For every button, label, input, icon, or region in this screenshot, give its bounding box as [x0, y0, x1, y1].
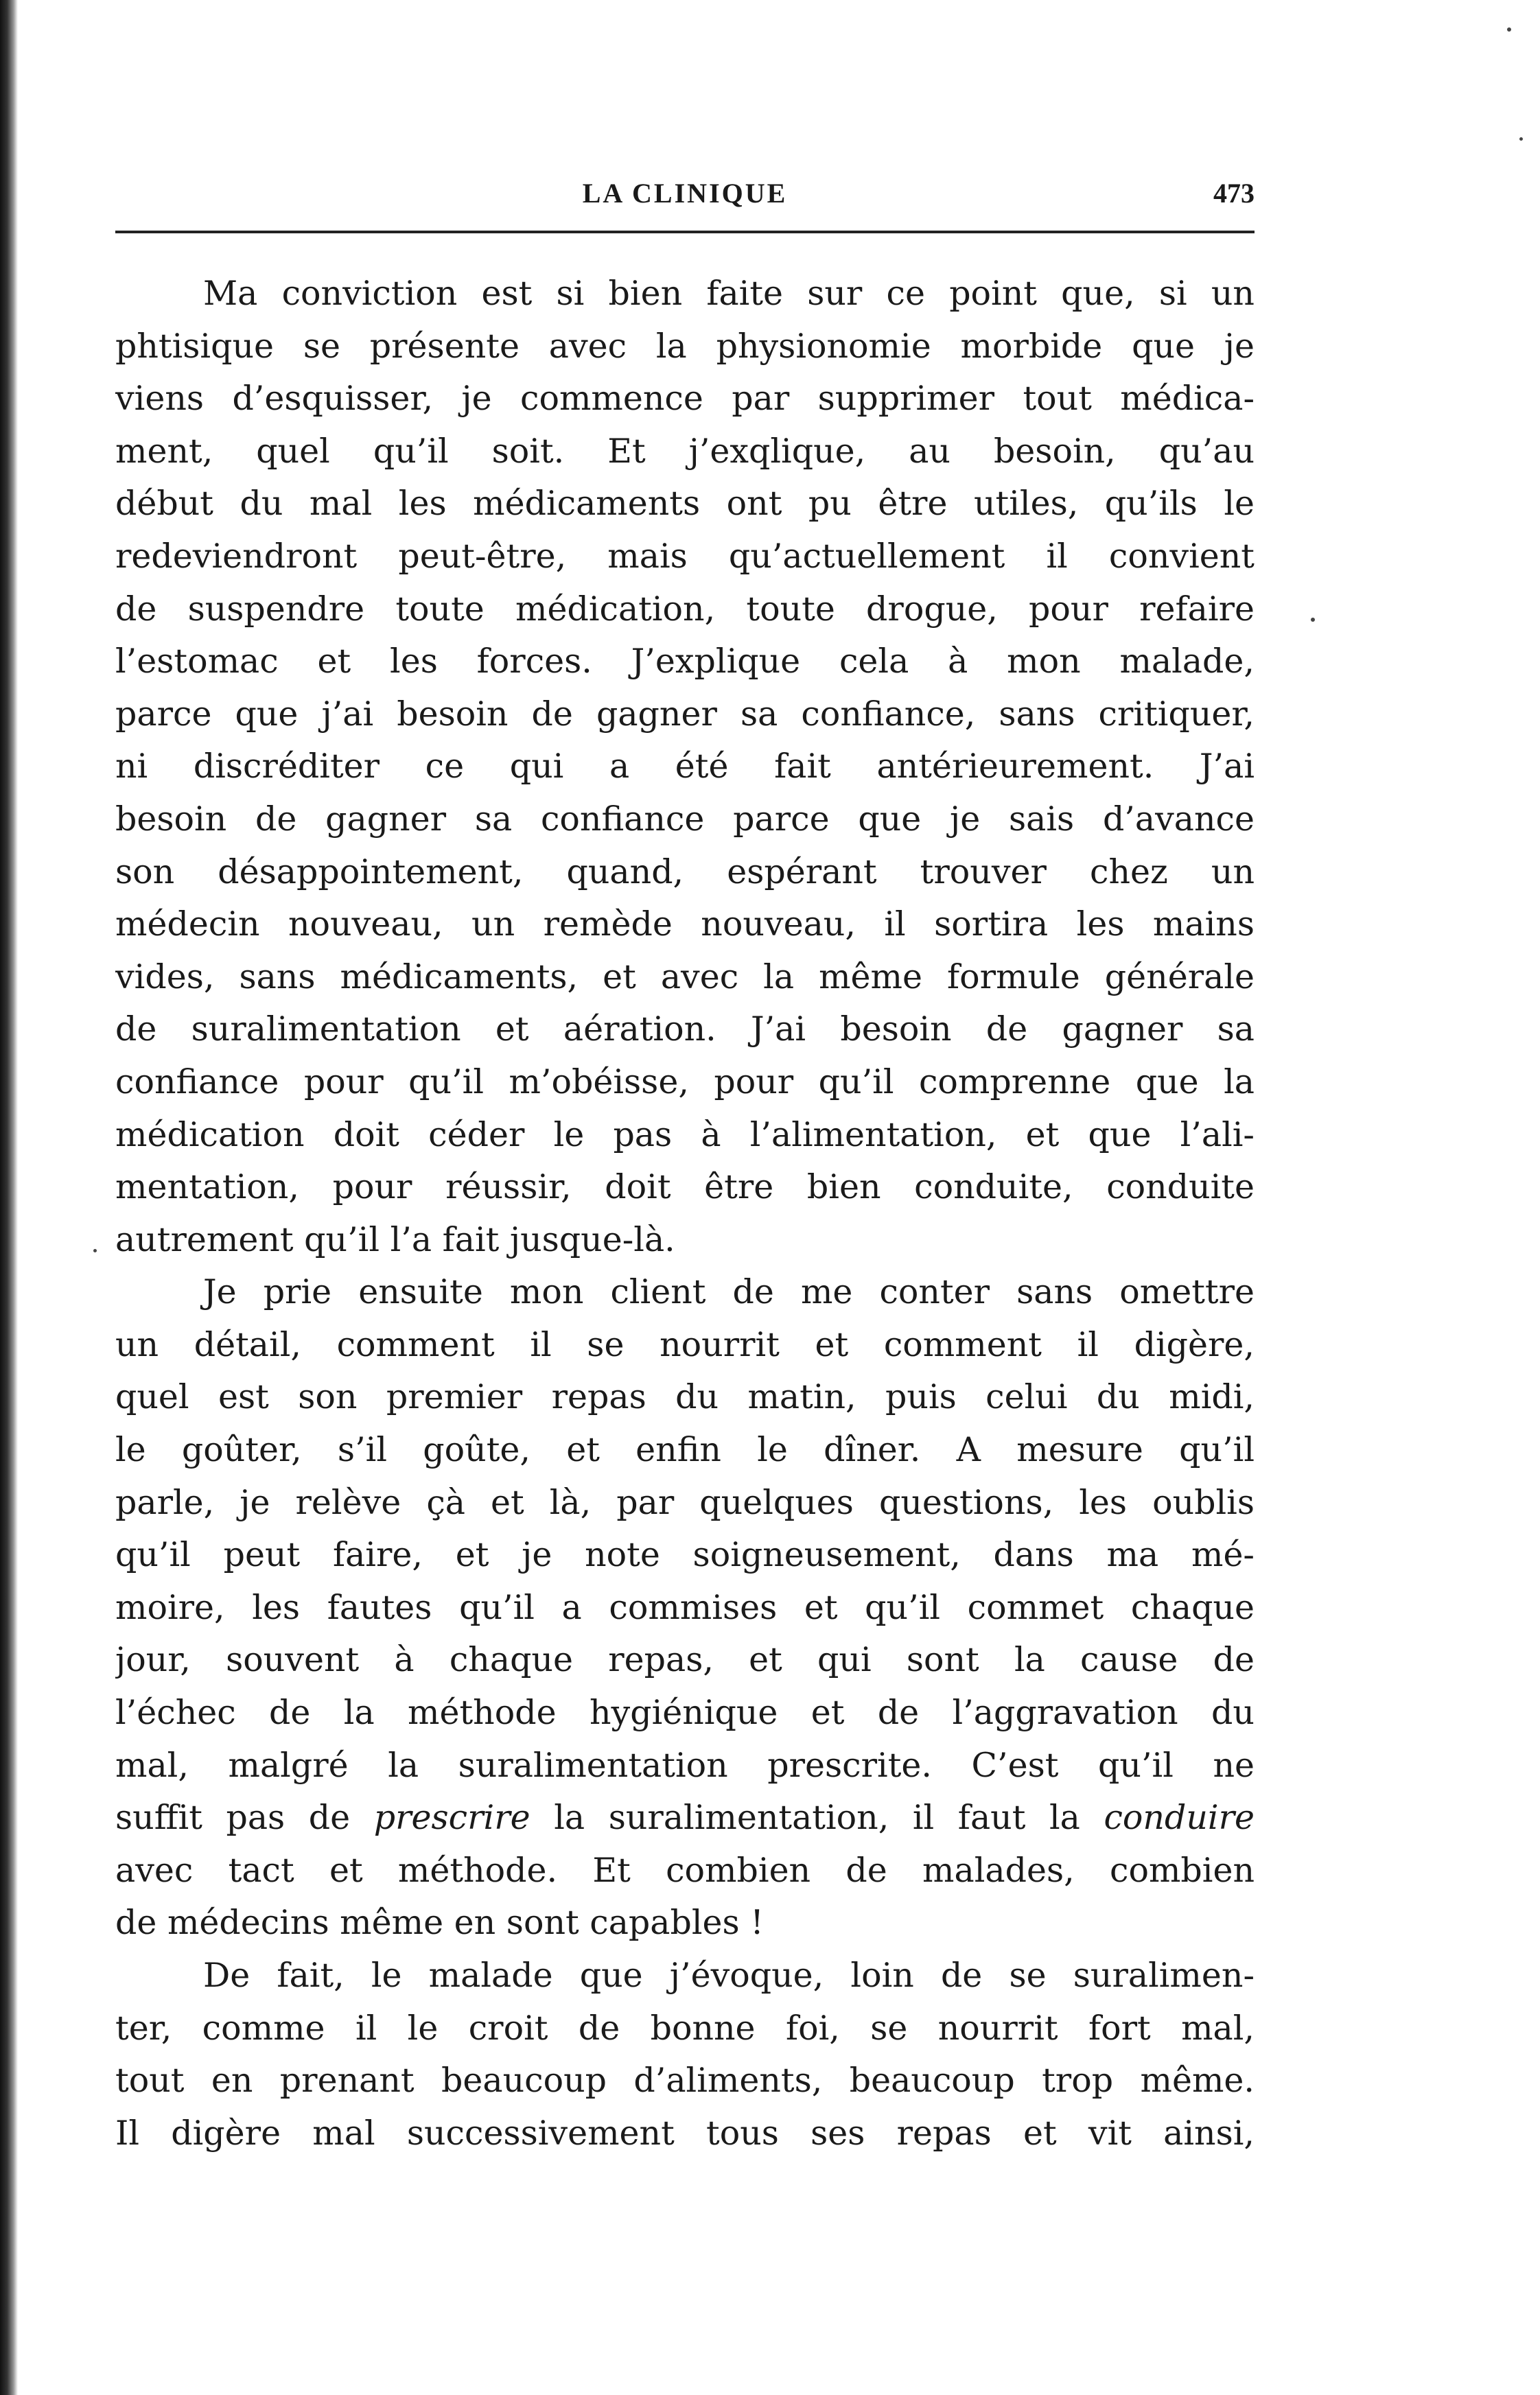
scan-speck	[1311, 618, 1315, 622]
text-line: vides, sans médicaments, et avec la même formule générale	[115, 957, 1255, 996]
text-line: l’échec de la méthode hygiénique et de l’aggravation du	[115, 1693, 1255, 1733]
running-title: LA CLINIQUE	[582, 178, 788, 209]
text-line: redeviendront peut-être, mais qu’actuellement il convient	[115, 536, 1255, 576]
text-line: phtisique se présente avec la physionomie morbide que je	[115, 326, 1255, 366]
italic-word-conduire: conduire	[1104, 1798, 1255, 1838]
scan-speck	[1519, 137, 1523, 141]
text-line: parce que j’ai besoin de gagner sa confiance, sans critiquer,	[115, 694, 1255, 734]
text-line: de médecins même en sont capables !	[115, 1903, 764, 1943]
text-fragment: la suralimentation, il faut la	[530, 1798, 1104, 1838]
page-number: 473	[1213, 178, 1255, 209]
scan-speck	[1507, 27, 1511, 32]
text-line: ni discréditer ce qui a été fait antérieurement. J’ai	[115, 747, 1255, 786]
text-line: viens d’esquisser, je commence par supprimer tout médica-	[115, 379, 1255, 419]
text-line: Ma conviction est si bien faite sur ce point que, si un	[203, 274, 1255, 313]
text-line: De fait, le malade que j’évoque, loin de se suralimen-	[203, 1956, 1255, 1995]
text-line: de suspendre toute médication, toute drogue, pour refaire	[115, 589, 1255, 629]
text-line: ment, quel qu’il soit. Et j’exqlique, au besoin, qu’au	[115, 431, 1255, 471]
scan-speck	[93, 1249, 97, 1252]
text-line: son désappointement, quand, espérant trouver chez un	[115, 852, 1255, 891]
body-text	[115, 268, 1255, 2160]
text-line-with-italics	[115, 1792, 1255, 1845]
text-line: début du mal les médicaments ont pu être utiles, qu’ils le	[115, 484, 1255, 524]
text-line: mal, malgré la suralimentation prescrite. C’est qu’il ne	[115, 1745, 1255, 1785]
text-line: besoin de gagner sa confiance parce que je sais d’avance	[115, 799, 1255, 839]
italic-word-prescrire: prescrire	[373, 1798, 530, 1838]
text-line: parle, je relève çà et là, par quelques questions, les oublis	[115, 1482, 1255, 1522]
text-line: le goûter, s’il goûte, et enfin le dîner. A mesure qu’il	[115, 1430, 1255, 1470]
book-page	[115, 162, 1255, 2160]
text-fragment: suffit pas de	[115, 1798, 374, 1838]
text-line: autrement qu’il l’a fait jusque-là.	[115, 1219, 675, 1259]
text-line: qu’il peut faire, et je note soigneusement, dans ma mé-	[115, 1535, 1255, 1575]
text-line: Il digère mal successivement tous ses repas et vit ainsi,	[115, 2113, 1255, 2153]
text-line: ter, comme il le croit de bonne foi, se nourrit fort mal,	[115, 2008, 1255, 2048]
text-line: médecin nouveau, un remède nouveau, il sortira les mains	[115, 904, 1255, 944]
text-line: mentation, pour réussir, doit être bien conduite, conduite	[115, 1167, 1255, 1207]
text-line: moire, les fautes qu’il a commises et qu’il commet chaque	[115, 1587, 1255, 1627]
text-line: tout en prenant beaucoup d’aliments, beaucoup trop même.	[115, 2061, 1255, 2101]
text-line: un détail, comment il se nourrit et comment il digère,	[115, 1324, 1255, 1364]
text-line: de suralimentation et aération. J’ai besoin de gagner sa	[115, 1009, 1255, 1049]
running-header	[115, 162, 1255, 233]
text-line: confiance pour qu’il m’obéisse, pour qu’il comprenne que la	[115, 1062, 1255, 1101]
scan-shadow-edge	[0, 0, 18, 2395]
text-line: médication doit céder le pas à l’alimentation, et que l’ali-	[115, 1114, 1255, 1154]
text-line: l’estomac et les forces. J’explique cela à mon malade,	[115, 642, 1255, 681]
text-line: avec tact et méthode. Et combien de malades, combien	[115, 1850, 1255, 1890]
text-line: Je prie ensuite mon client de me conter sans omettre	[203, 1272, 1255, 1312]
text-line: jour, souvent à chaque repas, et qui sont la cause de	[115, 1640, 1255, 1680]
text-line: quel est son premier repas du matin, puis celui du midi,	[115, 1377, 1255, 1417]
